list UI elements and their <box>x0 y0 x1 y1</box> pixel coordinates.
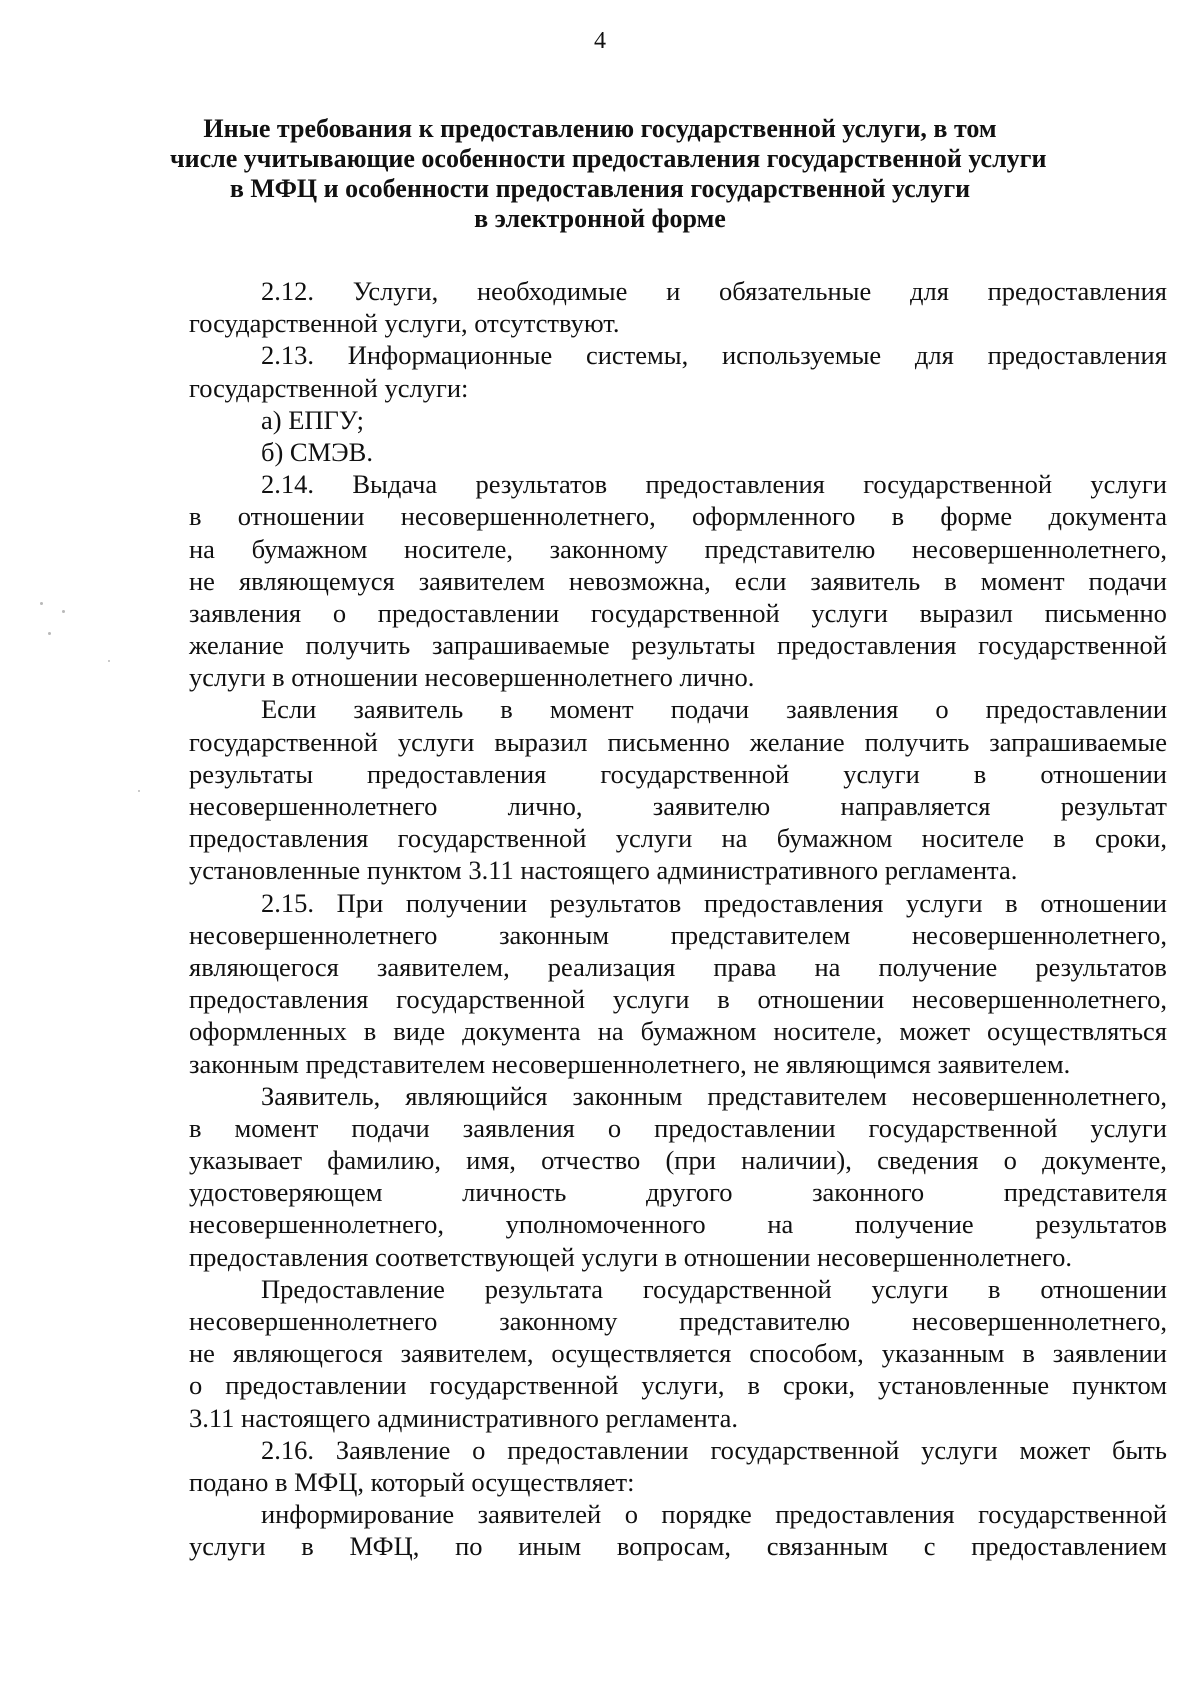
word: представителю <box>704 533 876 564</box>
word: получить <box>305 630 411 661</box>
text-line <box>189 1080 1167 1112</box>
heading-line: Иные требования к предоставлению государственной услуги, в том <box>203 114 997 143</box>
text-line <box>189 919 1167 951</box>
word: подачи <box>1088 565 1167 596</box>
word: направляется <box>840 791 991 821</box>
word: заявителей <box>477 1499 602 1530</box>
word: представителю <box>679 1306 851 1336</box>
text-line <box>189 339 1167 371</box>
word: МФЦ, <box>349 1531 420 1562</box>
word: бумажном <box>640 1016 757 1047</box>
word: вопросам, <box>616 1531 732 1562</box>
paragraph-2-16 <box>189 1434 1167 1498</box>
text-line <box>189 951 1167 983</box>
word: осуществляется <box>551 1338 732 1369</box>
word: отношении <box>1040 887 1167 918</box>
text-line <box>189 1208 1167 1240</box>
word: о <box>607 1112 622 1143</box>
word: запрашиваемые <box>431 630 610 661</box>
text-line <box>189 822 1167 854</box>
word: виде <box>393 1016 446 1047</box>
word: законному <box>499 1306 618 1336</box>
word: несовершеннолетнего, <box>911 1080 1167 1111</box>
word: может <box>1019 1434 1091 1465</box>
word: документа <box>462 1016 581 1047</box>
word: государственной <box>978 1499 1167 1530</box>
word: заявителем, <box>400 1338 534 1369</box>
word: услуги <box>871 1273 949 1304</box>
word: момент <box>980 565 1065 596</box>
list-item: б) СМЭВ. <box>261 436 373 467</box>
word: иным <box>518 1531 582 1562</box>
word: предоставлении <box>985 694 1167 725</box>
word: Выдача <box>352 469 438 500</box>
text-line <box>189 533 1167 565</box>
paragraph-2-12 <box>189 275 1167 339</box>
word: предоставления <box>987 276 1167 306</box>
word: несовершеннолетнего, <box>911 919 1167 950</box>
scan-speck <box>40 602 43 605</box>
word: в <box>944 565 957 596</box>
word: оформленного <box>691 501 856 532</box>
word: представителем <box>670 919 851 950</box>
word: желание <box>189 630 284 661</box>
word: может <box>899 1016 971 1047</box>
word: предоставлении <box>377 597 560 628</box>
word: услуги <box>615 823 693 854</box>
text-line: 3.11 настоящего административного регламента. <box>189 1402 739 1433</box>
word: на <box>597 1016 624 1047</box>
word: в <box>189 1112 202 1143</box>
word: если <box>734 565 787 596</box>
text-line <box>189 1337 1167 1369</box>
word: в <box>717 984 730 1015</box>
text-line <box>189 275 1167 307</box>
word: о <box>472 1434 486 1465</box>
word: заявителем, <box>376 951 510 982</box>
word: указывает <box>189 1145 303 1176</box>
word: в <box>189 501 202 532</box>
word: удостоверяющем <box>189 1177 383 1208</box>
word: услуги <box>1090 1112 1167 1143</box>
word: предоставления <box>367 758 547 789</box>
heading-line: в МФЦ и особенности предоставления государственной услуги <box>229 174 971 203</box>
word: в <box>1053 823 1066 854</box>
word: государственной <box>868 1112 1058 1143</box>
word: используемые <box>721 340 882 371</box>
word: отчество <box>541 1145 641 1176</box>
text-line <box>189 1498 1167 1530</box>
text-line <box>189 1273 1167 1305</box>
word: услуги <box>905 887 983 918</box>
word: по <box>455 1531 483 1562</box>
word: являющемуся <box>238 565 395 596</box>
word: запрашиваемые <box>989 726 1167 757</box>
word: отношении <box>1040 1273 1167 1304</box>
word: выразил <box>919 597 1013 628</box>
word: несовершеннолетнего <box>189 1306 438 1336</box>
text-line <box>189 983 1167 1015</box>
word: результаты <box>189 758 313 789</box>
word: носителе <box>921 823 1025 854</box>
word: услуги <box>397 726 475 757</box>
word: Заявление <box>335 1434 451 1465</box>
word: государственной <box>429 1370 619 1401</box>
text-line <box>189 726 1167 758</box>
paragraph-2-14-continued <box>189 693 1167 886</box>
word: предоставления <box>775 1499 955 1530</box>
word: наличии), <box>741 1145 852 1176</box>
word: не <box>189 1338 215 1369</box>
word: 2.15. <box>261 887 314 918</box>
word: реализация <box>547 951 676 982</box>
word: получить <box>864 726 970 757</box>
word: на <box>767 1209 794 1240</box>
word: 2.12. <box>261 276 314 306</box>
word: получении <box>405 887 528 918</box>
word: Информационные <box>347 340 553 371</box>
text-line <box>189 1015 1167 1047</box>
text-line <box>189 693 1167 725</box>
word: 2.16. <box>261 1434 314 1465</box>
word: пунктом <box>1072 1370 1167 1401</box>
paragraph-2-14 <box>189 468 1167 693</box>
word: фамилию, <box>327 1145 441 1176</box>
word: невозможна, <box>568 565 711 596</box>
word: подачи <box>351 1112 430 1143</box>
paragraph-2-13 <box>189 339 1167 403</box>
word: о <box>1003 1145 1017 1176</box>
section-heading <box>170 114 1047 234</box>
text-line <box>189 597 1167 629</box>
text-line <box>189 790 1167 822</box>
word: в <box>891 501 905 532</box>
word: на <box>189 533 215 564</box>
word: указанным <box>881 1338 1005 1369</box>
word: государственной <box>600 758 790 789</box>
word: обязательные <box>719 276 872 306</box>
word: результатов <box>1035 1209 1167 1240</box>
word: бумажном <box>776 823 893 854</box>
word: получение <box>854 1209 974 1240</box>
word: в <box>301 1531 314 1562</box>
word: для <box>909 276 949 306</box>
word: несовершеннолетнего, <box>400 501 656 532</box>
word: предоставления <box>189 823 369 854</box>
word: предоставлением <box>971 1531 1167 1562</box>
document-body <box>189 275 1167 1563</box>
word: отношении <box>237 501 365 532</box>
scan-speck <box>138 790 140 792</box>
text-line: услуги в отношении несовершеннолетнего лично. <box>189 662 755 693</box>
word: предоставлении <box>507 1434 689 1465</box>
word: уполномоченного <box>505 1209 706 1240</box>
word: заявитель <box>810 565 921 596</box>
word: получение <box>878 951 998 982</box>
text-line: государственной услуги: <box>189 372 469 403</box>
word: не <box>189 565 215 596</box>
word: форме <box>940 501 1013 532</box>
word: имя, <box>466 1145 516 1176</box>
information-systems-list <box>189 404 1167 468</box>
word: несовершеннолетнего <box>189 919 438 950</box>
word: о <box>935 694 949 725</box>
word: предоставлении <box>654 1112 836 1143</box>
word: системы, <box>585 340 689 371</box>
word: права <box>713 951 777 982</box>
text-line <box>189 629 1167 661</box>
word: государственной <box>397 823 587 854</box>
text-line: законным представителем несовершеннолетнего, не являющимся заявителем. <box>189 1048 1071 1079</box>
word: осуществляться <box>987 1016 1167 1047</box>
word: письменно <box>607 726 730 757</box>
word: сроки, <box>783 1370 855 1401</box>
text-line: государственной услуги, отсутствуют. <box>189 308 620 339</box>
word: другого <box>645 1177 733 1208</box>
word: заявитель <box>353 694 464 725</box>
word: Если <box>261 694 317 725</box>
word: государственной <box>396 984 586 1015</box>
text-line <box>189 758 1167 790</box>
text-line <box>189 1369 1167 1401</box>
word: государственной <box>189 726 378 757</box>
word: желание <box>749 726 845 757</box>
page-number: 4 <box>594 28 606 54</box>
word: являющегося <box>232 1338 383 1369</box>
word: быть <box>1112 1434 1167 1465</box>
word: оформленных <box>189 1016 347 1047</box>
word: услуги <box>843 758 920 789</box>
word: в <box>987 1273 1001 1304</box>
paragraph-2-15 <box>189 887 1167 1080</box>
word: отношении <box>1040 758 1167 789</box>
word: услуги <box>921 1434 998 1465</box>
word: законному <box>549 533 668 564</box>
word: отношении <box>757 984 885 1015</box>
word: Предоставление <box>261 1273 445 1304</box>
word: о <box>189 1370 203 1401</box>
word: услуги <box>811 597 888 628</box>
scan-speck <box>62 610 65 613</box>
word: государственной <box>590 597 780 628</box>
word: результатов <box>1035 951 1167 982</box>
word: заявителю <box>652 791 771 821</box>
text-line <box>189 1176 1167 1208</box>
word: предоставления <box>777 630 957 661</box>
word: результата <box>484 1273 604 1304</box>
word: предоставления <box>645 469 825 500</box>
word: подачи <box>670 694 750 725</box>
word: письменно <box>1044 597 1167 628</box>
word: носителе, <box>773 1016 883 1047</box>
word: услуги <box>612 984 690 1015</box>
word: документа <box>1048 501 1167 532</box>
paragraph-2-15-applicant <box>189 1080 1167 1273</box>
word: о <box>624 1499 638 1530</box>
word: необходимые <box>476 276 628 306</box>
word: личность <box>462 1177 567 1208</box>
word: (при <box>665 1145 716 1176</box>
word: сведения <box>877 1145 979 1176</box>
word: в <box>747 1370 761 1401</box>
text-line <box>189 500 1167 532</box>
word: результатов <box>475 469 608 500</box>
word: на <box>721 823 748 854</box>
word: несовершеннолетнего <box>189 791 438 821</box>
word: услуги, <box>641 1370 725 1401</box>
word: результат <box>1060 791 1167 821</box>
word: сроки, <box>1095 823 1167 854</box>
word: на <box>814 951 841 982</box>
word: представителем <box>707 1080 887 1111</box>
list-item: а) ЕПГУ; <box>261 404 364 435</box>
word: лично, <box>507 791 583 821</box>
word: Заявитель, <box>261 1080 381 1111</box>
word: предоставления <box>987 340 1167 371</box>
text-line <box>189 468 1167 500</box>
word: в <box>1022 1338 1035 1369</box>
word: в <box>363 1016 377 1047</box>
word: государственной <box>710 1434 900 1465</box>
word: услуги <box>1090 469 1167 500</box>
word: в <box>973 758 987 789</box>
word: несовершеннолетнего, <box>911 984 1167 1015</box>
word: заявителем <box>418 565 545 596</box>
word: несовершеннолетнего, <box>189 1209 445 1240</box>
word: являющийся <box>405 1080 548 1111</box>
word: выразил <box>494 726 588 757</box>
text-line: подано в МФЦ, который осуществляет: <box>189 1466 635 1497</box>
word: заявления <box>462 1112 575 1143</box>
word: несовершеннолетнего, <box>911 1306 1167 1336</box>
word: с <box>923 1531 936 1562</box>
word: и <box>666 276 681 306</box>
word: Услуги, <box>352 276 439 306</box>
word: государственной <box>642 1273 832 1304</box>
word: момент <box>549 694 634 725</box>
text-line <box>189 565 1167 597</box>
scan-speck <box>108 660 110 662</box>
paragraph-2-15-result <box>189 1273 1167 1434</box>
heading-line: числе учитывающие особенности предоставления государственной услуги <box>170 144 1047 173</box>
word: бумажном <box>251 533 368 564</box>
text-line: установленные пунктом 3.11 настоящего административного регламента. <box>189 855 1018 886</box>
word: законного <box>812 1177 925 1208</box>
text-line <box>189 1305 1167 1337</box>
text-line <box>189 887 1167 919</box>
word: государственной <box>863 469 1053 500</box>
word: документе, <box>1042 1145 1167 1176</box>
word: заявлении <box>1052 1338 1167 1369</box>
word: услуги <box>189 1531 266 1562</box>
text-line <box>189 1530 1167 1562</box>
word: результаты <box>631 630 756 661</box>
word: законным <box>572 1080 683 1111</box>
text-line <box>189 1112 1167 1144</box>
word: в <box>1005 887 1018 918</box>
word: предоставления <box>189 984 369 1015</box>
paragraph-2-16-informing <box>189 1498 1167 1562</box>
word: установленные <box>877 1370 1050 1401</box>
word: связанным <box>766 1531 889 1562</box>
word: информирование <box>261 1499 455 1530</box>
word: заявления <box>189 597 302 628</box>
heading-line: в электронной форме <box>474 204 726 233</box>
text-line <box>189 1144 1167 1176</box>
word: несовершеннолетнего, <box>911 533 1167 564</box>
word: При <box>336 887 384 918</box>
word: носителе, <box>404 533 513 564</box>
word: для <box>914 340 954 371</box>
word: представителя <box>1003 1177 1167 1208</box>
word: законным <box>499 919 610 950</box>
scan-speck <box>48 632 51 635</box>
word: момент <box>234 1112 319 1143</box>
word: порядке <box>661 1499 752 1530</box>
word: результатов <box>549 887 682 918</box>
word: 2.14. <box>261 469 314 500</box>
word: способом, <box>749 1338 864 1369</box>
word: являющегося <box>189 951 339 982</box>
word: предоставления <box>703 887 884 918</box>
text-line <box>189 1434 1167 1466</box>
word: заявления <box>786 694 899 725</box>
word: 2.13. <box>261 340 314 371</box>
text-line: предоставления соответствующей услуги в отношении несовершеннолетнего. <box>189 1241 1073 1272</box>
word: в <box>500 694 513 725</box>
word: предоставлении <box>225 1370 407 1401</box>
word: государственной <box>978 630 1167 661</box>
word: о <box>332 597 347 628</box>
